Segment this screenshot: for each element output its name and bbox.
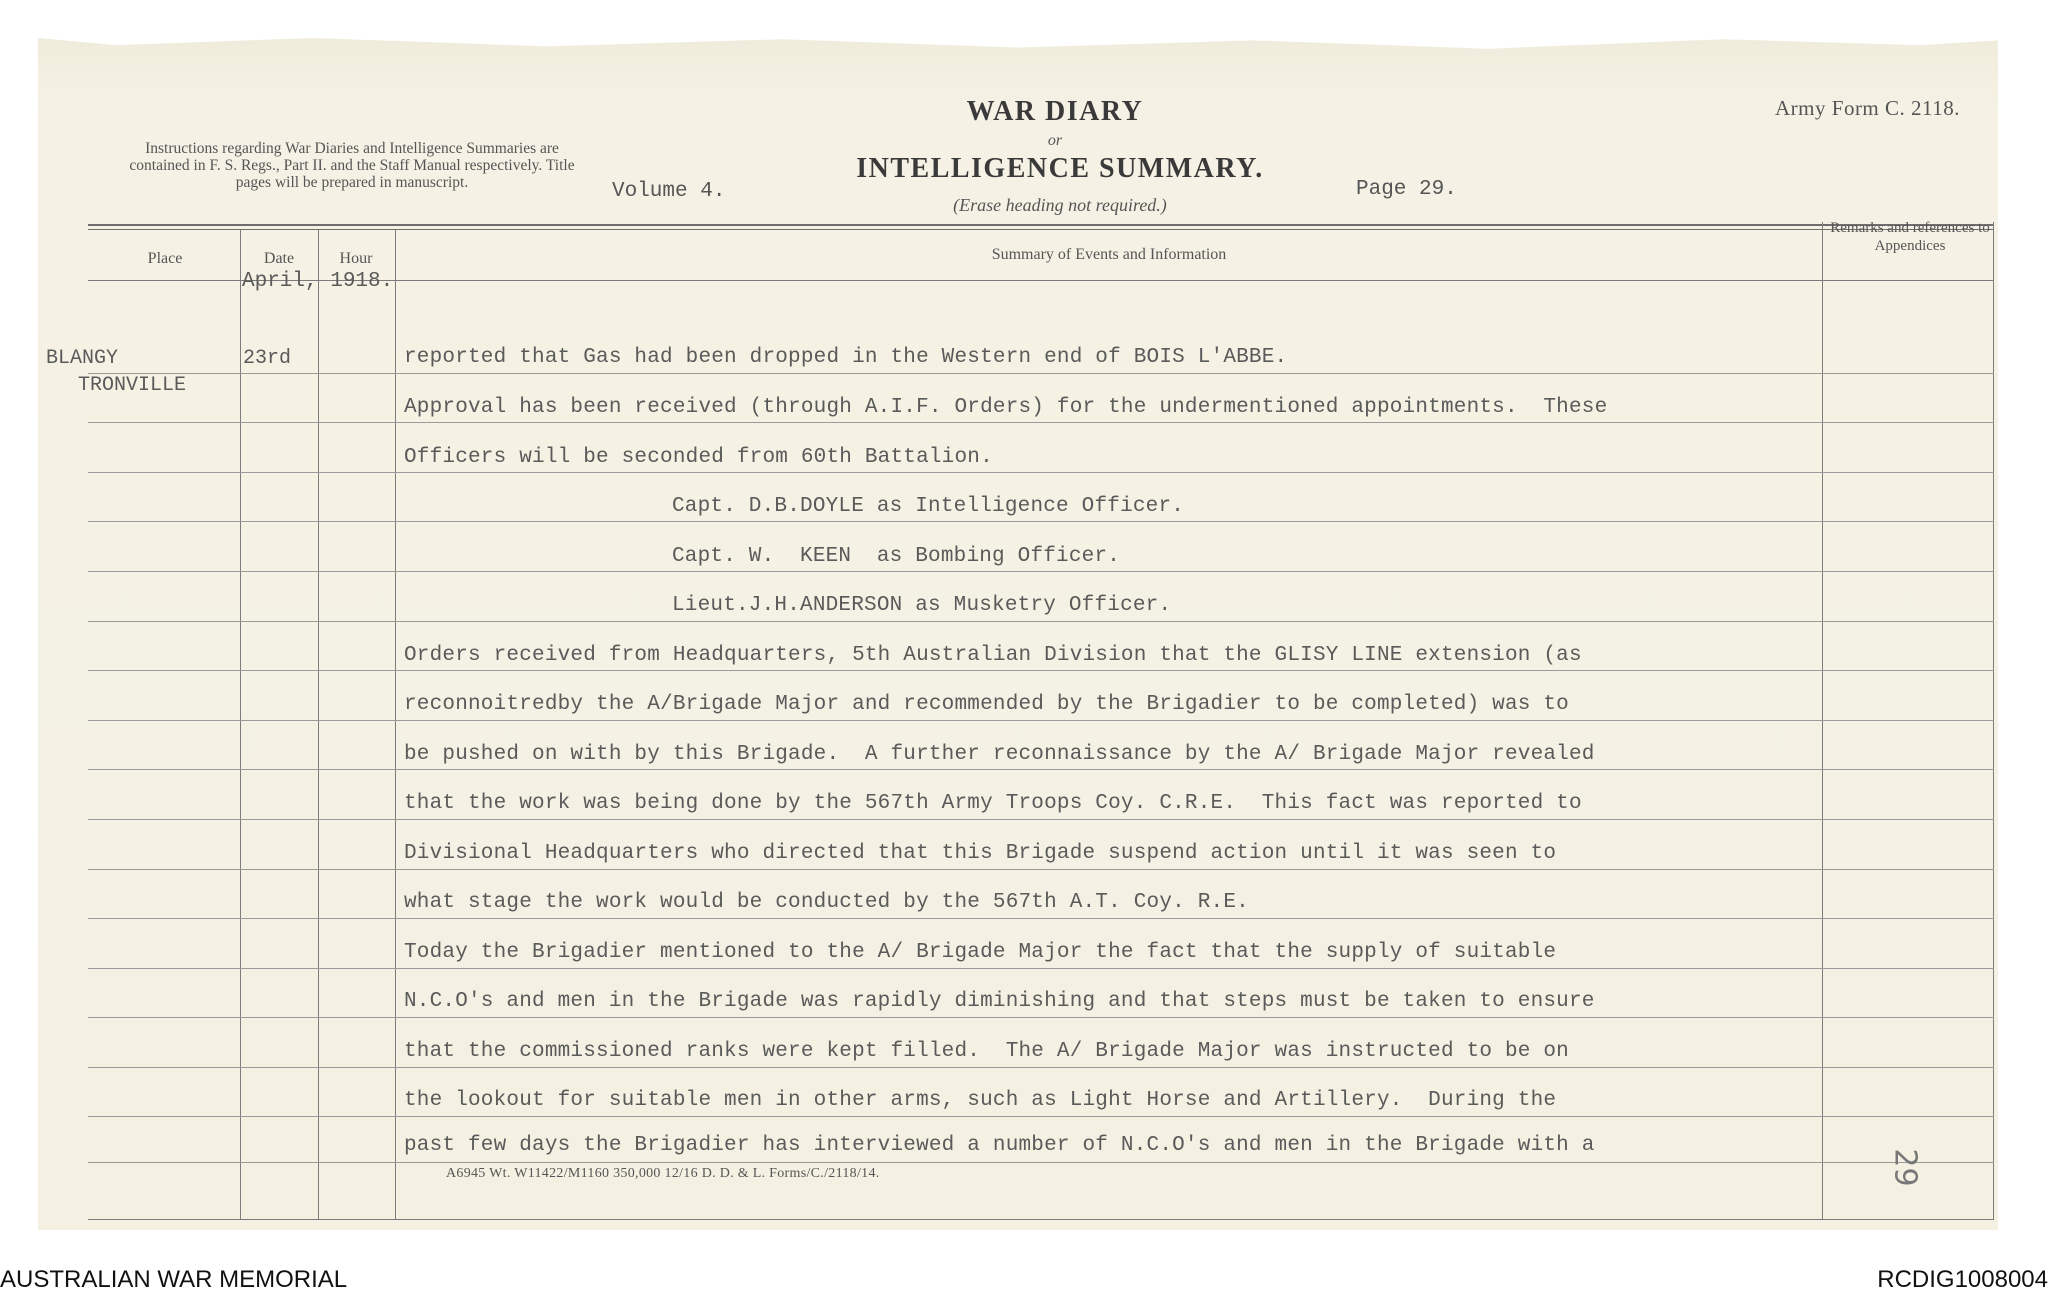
appointment-line: Capt. D.B.DOYLE as Intelligence Officer. [672, 495, 1185, 518]
summary-line: Approval has been received (through A.I.F. Orders) for the undermentioned appointments. These [404, 396, 1608, 419]
appointment-line: Capt. W. KEEN as Bombing Officer. [672, 545, 1121, 568]
rule-line [88, 1017, 1994, 1018]
col-head-summary: Summary of Events and Information [991, 246, 1227, 263]
pencil-page-number: 29 [1887, 1148, 1923, 1187]
summary-line: be pushed on with by this Brigade. A further reconnaissance by the A/ Brigade Major revealed [404, 743, 1595, 766]
summary-line: what stage the work would be conducted by the 567th A.T. Coy. R.E. [404, 891, 1249, 914]
rule-line [88, 670, 1994, 671]
col-head-date: Date [263, 250, 295, 267]
col-line-place [240, 230, 241, 1220]
rule-line [88, 869, 1994, 870]
col-head-hour: Hour [339, 250, 373, 267]
rule-line [88, 819, 1994, 820]
header-rule-bottom [88, 229, 1994, 230]
summary-line: that the commissioned ranks were kept filled. The A/ Brigade Major was instructed to be on [404, 1040, 1569, 1063]
summary-line: Today the Brigadier mentioned to the A/ Brigade Major the fact that the supply of suitable [404, 941, 1557, 964]
rule-line [88, 720, 1994, 721]
rule-line-bottom [88, 1219, 1994, 1220]
summary-line: reported that Gas had been dropped in the Western end of BOIS L'ABBE. [404, 346, 1288, 369]
printer-imprint: A6945 Wt. W11422/M1160 350,000 12/16 D. D. & L. Forms/C./2118/14. [446, 1166, 880, 1181]
summary-line: that the work was being done by the 567th Army Troops Coy. C.R.E. This fact was reported to [404, 792, 1582, 815]
rule-line [88, 918, 1994, 919]
rule-line [88, 1162, 1994, 1163]
rule-line [88, 769, 1994, 770]
army-form-number: Army Form C. 2118. [1775, 96, 1960, 120]
title-war-diary: WAR DIARY [966, 96, 1144, 127]
summary-line: Officers will be seconded from 60th Battalion. [404, 446, 993, 469]
page-label: Page 29. [1356, 178, 1457, 201]
volume-label: Volume 4. [612, 180, 726, 203]
col-line-summary [1822, 222, 1823, 1220]
header-rule-top [88, 224, 1994, 226]
rule-line [88, 521, 1994, 522]
instructions-note: Instructions regarding War Diaries and Intelligence Summaries are contained in F. S. Regs., Part II. and the Staff Manual respectively. Title pages will be prepared in manuscript. [129, 140, 575, 191]
rule-line [88, 621, 1994, 622]
rule-line [88, 373, 1994, 374]
rule-line [88, 968, 1994, 969]
col-line-right-edge [1993, 222, 1994, 1220]
rule-line [88, 571, 1994, 572]
col-line-date [318, 230, 319, 1220]
footer-record-id: RCDIG1008004 [1877, 1266, 2048, 1293]
rule-line [88, 1067, 1994, 1068]
summary-line: Orders received from Headquarters, 5th Australian Division that the GLISY LINE extension (as [404, 644, 1582, 667]
entry-date: 23rd [243, 347, 292, 370]
col-line-hour [395, 230, 396, 1220]
entry-month-year: April, 1918. [242, 270, 394, 293]
title-intelligence-summary: INTELLIGENCE SUMMARY. [856, 153, 1264, 184]
summary-line: reconnoitredby the A/Brigade Major and recommended by the Brigadier to be completed) was to [404, 693, 1569, 716]
entry-place-line1: BLANGY [46, 347, 119, 370]
summary-line: Divisional Headquarters who directed that this Brigade suspend action until it was seen to [404, 842, 1557, 865]
title-or: or [1047, 132, 1063, 149]
col-head-remarks: Remarks and references to Appendices [1830, 220, 1990, 254]
appointment-line: Lieut.J.H.ANDERSON as Musketry Officer. [672, 594, 1172, 617]
entry-place-line2: TRONVILLE [78, 374, 187, 397]
rule-line [88, 472, 1994, 473]
rule-line [88, 422, 1994, 423]
summary-line: past few days the Brigadier has interviewed a number of N.C.O's and men in the Brigade with a [404, 1134, 1595, 1157]
rule-line [88, 1116, 1994, 1117]
title-erase-note: (Erase heading not required.) [953, 195, 1167, 215]
footer-institution: AUSTRALIAN WAR MEMORIAL [0, 1266, 348, 1293]
col-head-place: Place [147, 250, 183, 267]
summary-line: N.C.O's and men in the Brigade was rapidly diminishing and that steps must be taken to ensure [404, 990, 1595, 1013]
summary-line: the lookout for suitable men in other arms, such as Light Horse and Artillery. During the [404, 1089, 1557, 1112]
